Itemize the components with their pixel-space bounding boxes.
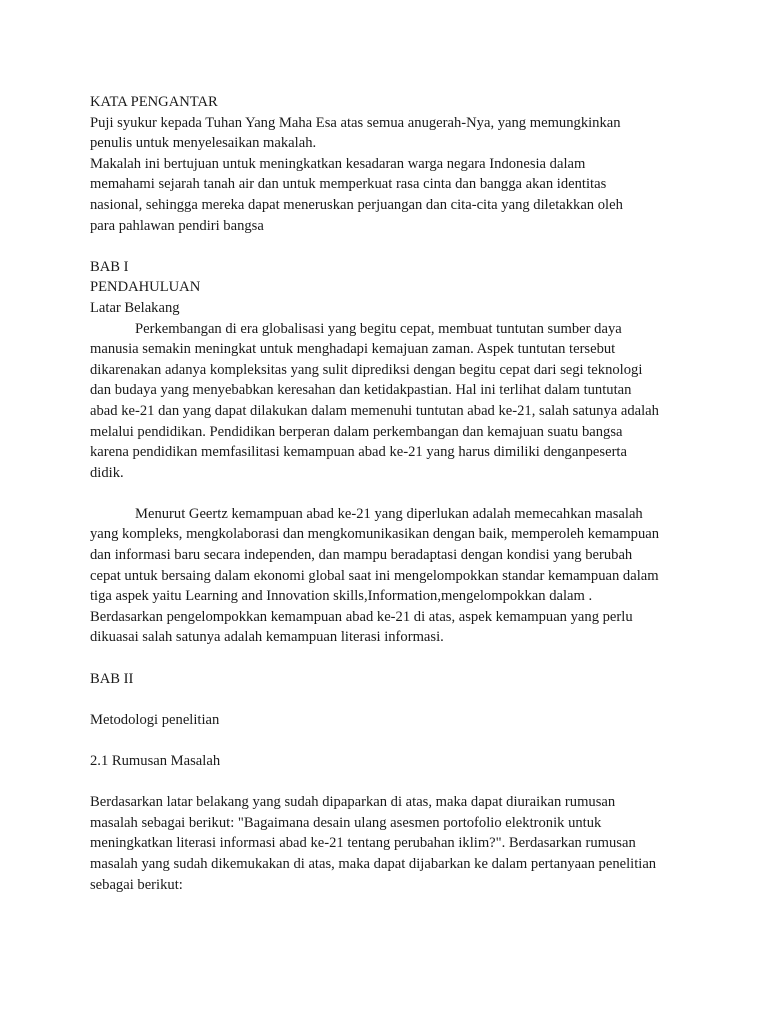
bab1-para2-line: dan informasi baru secara independen, dan mampu beradaptasi dengan kondisi yang berubah — [90, 547, 633, 564]
bab1-subheading: Latar Belakang — [90, 299, 180, 316]
bab1-para1-line: dikarenakan adanya kompleksitas yang sulit diprediksi dengan begitu cepat dari segi teknologi — [90, 361, 643, 378]
kata-pengantar-line: memahami sejarah tanah air dan untuk memperkuat rasa cinta dan bangga akan identitas — [90, 176, 607, 193]
bab1-para2-line: tiga aspek yaitu Learning and Innovation skills,Information,mengelompokkan dalam . — [90, 588, 593, 605]
kata-pengantar-line: nasional, sehingga mereka dapat meneruskan perjuangan dan cita-cita yang diletakkan oleh — [90, 196, 623, 213]
bab2-heading: BAB II — [90, 670, 134, 687]
spacer — [90, 730, 690, 751]
spacer — [90, 689, 690, 710]
bab1-para1-line: dan budaya yang menyebabkan keresahan dan ketidakpastian. Hal ini terlihat dalam tuntutan — [90, 382, 632, 399]
bab1-para1-line: manusia semakin meningkat untuk menghadapi kemajuan zaman. Aspek tuntutan tersebut — [90, 341, 616, 358]
bab1-para1-line: melalui pendidikan. Pendidikan berperan dalam perkembangan dan kemajuan suatu bangsa — [90, 423, 623, 440]
bab2-subheading: 2.1 Rumusan Masalah — [90, 753, 221, 769]
bab2-para1-line: masalah yang sudah dikemukakan di atas, maka dapat dijabarkan ke dalam pertanyaan penelitian — [90, 855, 657, 872]
bab1-title: PENDAHULUAN — [90, 279, 201, 296]
spacer — [90, 648, 690, 669]
spacer — [90, 772, 690, 793]
bab2-para1-line: Berdasarkan latar belakang yang sudah dipaparkan di atas, maka dapat diuraikan rumusan — [90, 794, 616, 811]
bab1-para2-line: yang kompleks, mengkolaborasi dan mengkomunikasikan dengan baik, memperoleh kemampuan — [90, 526, 660, 543]
kata-pengantar-line: para pahlawan pendiri bangsa — [90, 217, 264, 234]
bab1-para1-line: karena pendidikan memfasilitasi kemampuan abad ke-21 yang harus dimiliki denganpeserta — [90, 444, 627, 461]
bab2-para1-line: masalah sebagai berikut: "Bagaimana desain ulang asesmen portofolio elektronik untuk — [90, 814, 602, 831]
bab1-para2-line: dikuasai salah satunya adalah kemampuan literasi informasi. — [90, 629, 444, 646]
bab1-para1-line: abad ke-21 dan yang dapat dilakukan dalam memenuhi tuntutan abad ke-21, salah satunya adalah — [90, 402, 659, 419]
kata-pengantar-heading: KATA PENGANTAR — [90, 94, 218, 110]
bab1-para1-line: didik. — [90, 464, 124, 481]
kata-pengantar-line: Makalah ini bertujuan untuk meningkatkan kesadaran warga negara Indonesia dalam — [90, 155, 586, 172]
kata-pengantar-line: penulis untuk menyelesaikan makalah. — [90, 135, 317, 152]
spacer — [90, 236, 690, 257]
bab2-para1-line: sebagai berikut: — [90, 876, 183, 893]
bab1-para2-line: Berdasarkan pengelompokkan kemampuan abad ke-21 di atas, aspek kemampuan yang perlu — [90, 608, 633, 625]
bab1-para2-line: cepat untuk bersaing dalam ekonomi global saat ini mengelompokkan standar kemampuan dalam — [90, 567, 659, 584]
spacer — [90, 483, 690, 504]
document-body — [90, 92, 690, 895]
bab2-para1-line: meningkatkan literasi informasi abad ke-21 tentang perubahan iklim?". Berdasarkan rumusan — [90, 835, 636, 852]
bab1-para2-line: Menurut Geertz kemampuan abad ke-21 yang diperlukan adalah memecahkan masalah — [135, 505, 643, 522]
bab1-heading: BAB I — [90, 258, 129, 275]
bab2-title: Metodologi penelitian — [90, 711, 220, 728]
bab1-para1-line: Perkembangan di era globalisasi yang begitu cepat, membuat tuntutan sumber daya — [135, 320, 622, 337]
kata-pengantar-line: Puji syukur kepada Tuhan Yang Maha Esa atas semua anugerah-Nya, yang memungkinkan — [90, 114, 621, 131]
